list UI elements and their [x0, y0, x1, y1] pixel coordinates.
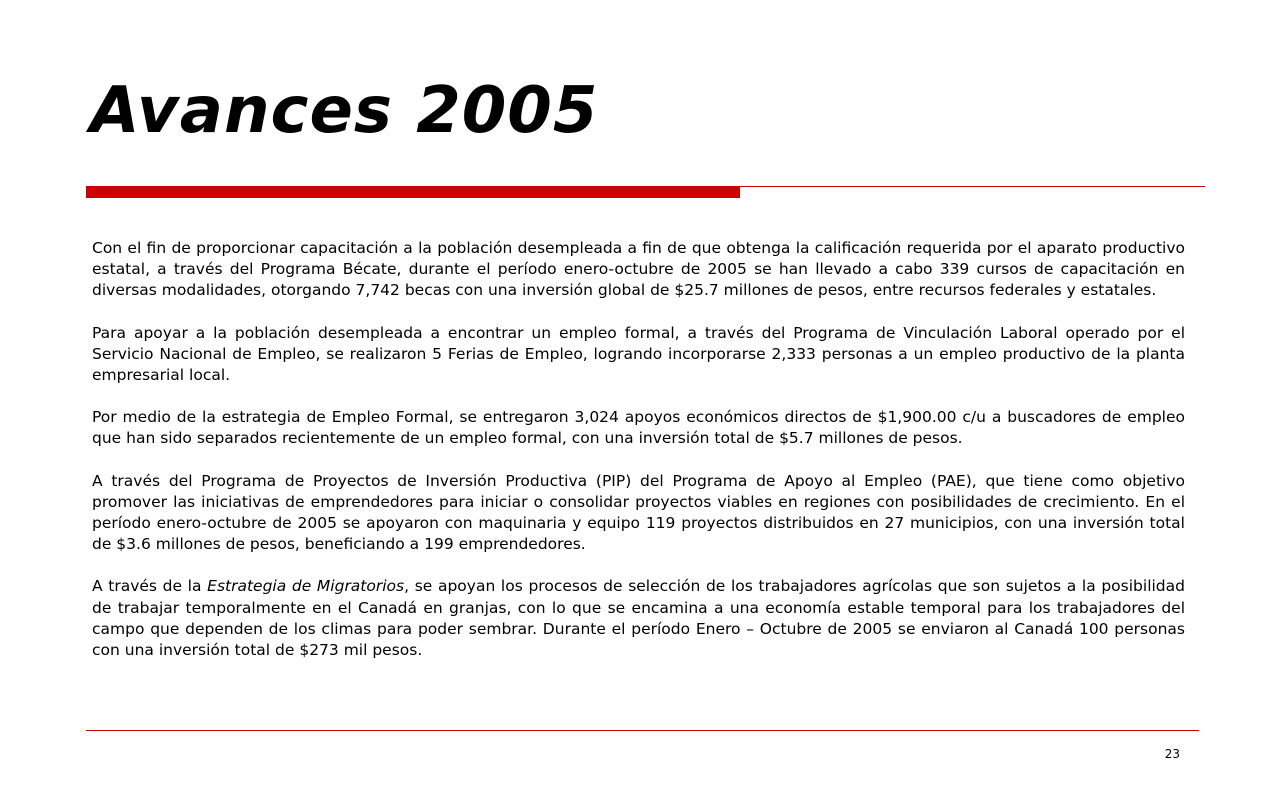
- paragraph-inversion-productiva: A través del Programa de Proyectos de Inversión Productiva (PIP) del Programa de Apoyo al Empleo (PAE), que tiene como objetivo promover las iniciativas de emprendedores para iniciar o consolidar proyectos viables en regiones con posibilidades de crecimiento. En el período enero-octubre de 2005 se apoyaron con maquinaria y equipo 119 proyectos distribuidos en 27 municipios, con una inversión total de $3.6 millones de pesos, beneficiando a 199 emprendedores.: [92, 471, 1185, 554]
- paragraph-migratorios-emphasis: Estrategia de Migratorios: [207, 577, 405, 596]
- paragraph-vinculacion-laboral: Para apoyar a la población desempleada a encontrar un empleo formal, a través del Programa de Vinculación Laboral operado por el Servicio Nacional de Empleo, se realizaron 5 Ferias de Empleo, logrando incorporarse 2,333 personas a un empleo productivo de la planta empresarial local.: [92, 323, 1185, 385]
- paragraph-becate: Con el fin de proporcionar capacitación a la población desempleada a fin de que obtenga la calificación requerida por el aparato productivo estatal, a través del Programa Bécate, durante el período enero-octubre de 2005 se han llevado a cabo 339 cursos de capacitación en diversas modalidades, otorgando 7,742 becas con una inversión global de $25.7 millones de pesos, entre recursos federales y estatales.: [92, 239, 1185, 300]
- title-underline-thin: [740, 186, 1205, 187]
- paragraph-empleo-formal: Por medio de la estrategia de Empleo Formal, se entregaron 3,024 apoyos económicos directos de $1,900.00 c/u a buscadores de empleo que han sido separados recientemente de un empleo formal, con una inversión total de $5.7 millones de pesos.: [92, 408, 1185, 448]
- page-number: 23: [1164, 747, 1180, 761]
- footer-divider: [86, 730, 1199, 731]
- slide-body: [92, 238, 1185, 682]
- paragraph-migratorios-rest: , se apoyan los procesos de selección de los trabajadores agrícolas que son sujetos a la posibilidad de trabajar temporalmente en el Canadá en granjas, con lo que se encamina a una economía estable temporal para los trabajadores del campo que dependen de los climas para poder sembrar. Durante el período Enero – Octubre de 2005 se enviaron al Canadá 100 personas con una inversión total de $273 mil pesos.: [92, 577, 1185, 660]
- paragraph-migratorios-lead: A través de la: [92, 577, 208, 596]
- title-underline-thick: [86, 186, 740, 198]
- slide-title: Avances 2005: [90, 74, 599, 148]
- paragraph-migratorios: [92, 576, 1185, 661]
